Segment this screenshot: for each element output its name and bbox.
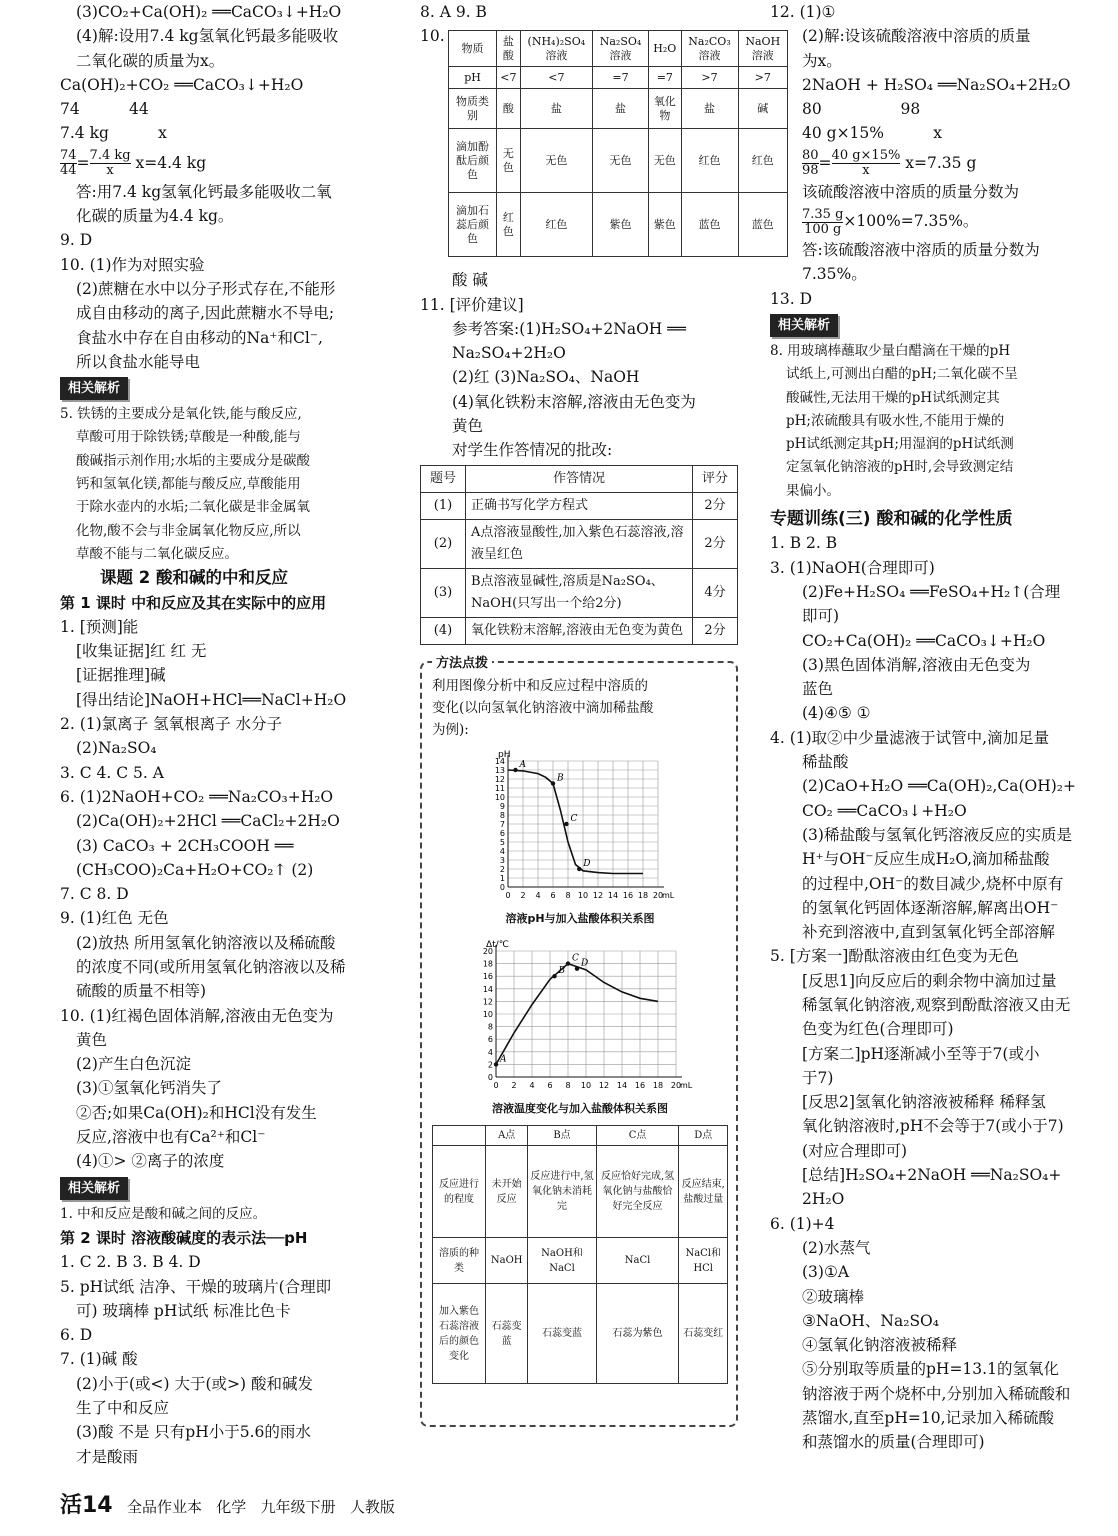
table-cell: 2分 [693, 492, 738, 519]
answer-line: (CH₃COO)₂Ca+H₂O+CO₂↑ (2) [76, 860, 314, 879]
answer-line: 的氢氧化钙固体逐渐溶解,解离出OH⁻ [802, 898, 1059, 917]
x-tick-label: 14 [616, 1080, 628, 1090]
answer-line: 该硫酸溶液中溶质的质量分数为 [802, 182, 1020, 201]
analysis-badge: 相关解析 [60, 1177, 128, 1200]
answer-line: 1. C 2. B 3. B 4. D [60, 1253, 201, 1272]
answer-line: (4)①> ②离子的浓度 [76, 1152, 225, 1171]
answer-line: 的浓度不同(或所用氢氧化钠溶液以及稀 [76, 957, 346, 976]
table-cell: 蓝色 [738, 193, 787, 257]
table-cell: 加入紫色石蕊溶液后的颜色变化 [433, 1284, 486, 1384]
temperature-chart [470, 937, 700, 1097]
data-point [566, 961, 570, 965]
table-cell: 反应恰好完成,氢氧化钠与盐酸恰好完全反应 [596, 1146, 679, 1238]
answer-line: (4)④⑤ ① [802, 704, 871, 723]
topic-heading: 课题 2 酸和碱的中和反应 [100, 568, 288, 588]
table-cell: 滴加酚酞后颜色 [449, 129, 497, 193]
data-point [552, 974, 556, 978]
fraction: $\frac{40 g\times 15\%}{x}$ [831, 148, 901, 179]
table-cell: (1) [421, 492, 466, 519]
analysis-note: 5. 铁锈的主要成分是氧化铁,能与酸反应, 草酸可用于除铁锈;草酸是一种酸,能与 酸碱指示剂作用;水垢的主要成分是碳酸 钙和氢氧化镁,都能与酸反应,草酸能用 于除水壶内的水垢;二氧化碳是非金属氧 化物,酸不会与非金属氧化物反应,所以 草酸不能与二氧化碳反应。 [60, 406, 311, 562]
answer-line: (4)解:设用7.4 kg氢氧化钙最多能吸收 [76, 27, 339, 46]
reaction-table [432, 1125, 728, 1384]
answer-line: 所以食盐水能导电 [76, 352, 201, 371]
table-cell: <7 [497, 67, 521, 89]
answer-line: 11. [评价建议] [420, 295, 524, 314]
answer-line: 稀氢氧化钠溶液,观察到酚酞溶液又由无 [802, 995, 1071, 1014]
x-tick-label: 2 [520, 890, 526, 900]
y-tick-label: 4 [487, 1047, 493, 1057]
answer-line: 氧化钠溶液时,pH不会等于7(或小于7) [802, 1117, 1064, 1136]
x-tick-label: 16 [634, 1080, 646, 1090]
book-title: 全品作业本 [126, 1498, 202, 1516]
table-cell: 红色 [520, 193, 592, 257]
x-tick-label: 8 [565, 890, 571, 900]
answer-line: [得出结论]NaOH+HCl══NaCl+H₂O [76, 690, 347, 709]
answer-line: 酸 碱 [452, 271, 488, 290]
answer-line: 即可) [802, 607, 840, 626]
answer-line: 10. (1)作为对照实验 [60, 255, 205, 274]
table-cell: 2分 [693, 519, 738, 568]
table-cell: 2分 [693, 617, 738, 644]
table-cell: 盐酸 [497, 31, 521, 67]
table-cell: C点 [596, 1126, 679, 1146]
fraction-line: $\frac{80}{98}$ = $\frac{40 g\times 15\%}{x}$ x=7.35 g [802, 148, 977, 179]
fraction: $\frac{80}{98}$ [802, 148, 819, 179]
data-point [513, 767, 517, 771]
answer-line: 10. (1)红褐色固体消解,溶液由无色变为 [60, 1006, 334, 1025]
answer-line: 40 g×15% x [802, 124, 943, 143]
x-tick-label: 12 [592, 890, 604, 900]
x-axis-unit: mL [662, 890, 675, 900]
answer-line: [证据推理]碱 [76, 666, 166, 685]
table-cell: 紫色 [649, 193, 681, 257]
point-label: B [558, 966, 566, 977]
fraction: $\frac{7.4 kg}{x}$ [89, 148, 131, 179]
x-tick-label: 20 [652, 890, 664, 900]
answer-line: 答:该硫酸溶液中溶质的质量分数为 [802, 241, 1040, 260]
point-label: D [583, 858, 591, 869]
answer-line: (2)红 (3)Na₂SO₄、NaOH [452, 368, 640, 387]
table-cell: 碱 [738, 89, 787, 129]
substance-table [448, 30, 788, 257]
table-cell: 盐 [520, 89, 592, 129]
table-cell: A点 [486, 1126, 528, 1146]
table-cell: Na₂SO₄溶液 [592, 31, 648, 67]
y-tick-label: 0 [487, 1072, 493, 1082]
answer-line: 7.4 kg x [60, 124, 167, 143]
y-tick-label: 2 [487, 1060, 493, 1070]
table-cell: 氧化铁粉末溶解,溶液由无色变为黄色 [466, 617, 693, 644]
x-axis-unit: mL [680, 1080, 693, 1090]
answer-line: 9. D [60, 231, 93, 250]
table-cell: 未开始反应 [486, 1146, 528, 1238]
y-tick-label: 1 [499, 873, 505, 883]
answer-line: 13. D [770, 289, 813, 308]
data-point [551, 781, 555, 785]
answer-line: (2)Na₂SO₄ [76, 739, 157, 758]
answer-line: 9. (1)红色 无色 [60, 909, 169, 928]
answer-line: (3)稀盐酸与氢氧化钙溶液反应的实质是 [802, 825, 1072, 844]
table-cell: 盐 [592, 89, 648, 129]
answer-line: (3) CaCO₃ + 2CH₃COOH ══ [76, 836, 294, 855]
answer-line: 2. (1)氯离子 氢氧根离子 水分子 [60, 715, 283, 734]
table-cell: 物质 [449, 31, 497, 67]
answer-line: (2)放热 所用氢氧化钠溶液以及稀硫酸 [76, 933, 336, 952]
y-tick-label: 8 [499, 810, 505, 820]
answer-line: 5. [方案一]酚酞溶液由红色变为无色 [770, 947, 1019, 966]
table-cell: 石蕊变蓝 [486, 1284, 528, 1384]
y-tick-label: 11 [494, 783, 505, 793]
table-cell: NaCl [596, 1238, 679, 1284]
table-cell: D点 [679, 1126, 728, 1146]
answer-line: 钠溶液于两个烧杯中,分别加入稀硫酸和 [802, 1384, 1071, 1403]
table-cell: NaOH溶液 [738, 31, 787, 67]
answer-line: 成自由移动的离子,因此蔗糖水不导电; [76, 304, 335, 323]
q10-block [420, 24, 781, 268]
method-tip-box [420, 655, 738, 1427]
table-cell: =7 [592, 67, 648, 89]
point-label: D [581, 958, 589, 969]
point-label: A [500, 1054, 507, 1065]
table-cell: >7 [738, 67, 787, 89]
table-cell: 红色 [681, 129, 738, 193]
answer-line: 10. [420, 27, 445, 46]
answer-line: (2)蔗糖在水中以分子形式存在,不能形 [76, 279, 336, 298]
subject: 化学 [216, 1498, 247, 1516]
answer-line: 7. C 8. D [60, 885, 129, 904]
edition: 人教版 [349, 1498, 395, 1516]
y-tick-label: 12 [482, 997, 493, 1007]
answer-line: CO₂+Ca(OH)₂ ══CaCO₃↓+H₂O [802, 631, 1046, 650]
answer-line: 的过程中,OH⁻的数目减少,烧杯中原有 [802, 874, 1064, 893]
x-tick-label: 16 [622, 890, 634, 900]
y-tick-label: 20 [482, 946, 493, 956]
table-cell: (2) [421, 519, 466, 568]
answer-line: 才是酸雨 [76, 1447, 139, 1466]
ph-chart-caption: 溶液pH与加入盐酸体积关系图 [505, 911, 655, 925]
answer-line: 5. pH试纸 洁净、干燥的玻璃片(合理即 [60, 1277, 332, 1296]
table-cell: 盐 [681, 89, 738, 129]
answer-line: H⁺与OH⁻反应生成H₂O,滴加稀盐酸 [802, 850, 1050, 869]
answer-line: 参考答案:(1)H₂SO₄+2NaOH ══ [452, 319, 686, 338]
answer-line: 反应,溶液中也有Ca²⁺和Cl⁻ [76, 1128, 266, 1147]
answer-line: 硫酸的质量不相等) [76, 982, 207, 1001]
analysis-badge: 相关解析 [60, 377, 128, 400]
answer-line: 色变为红色(合理即可) [802, 1020, 954, 1039]
y-axis-label: Δt/℃ [486, 939, 509, 950]
table-cell: 石蕊为紫色 [596, 1284, 679, 1384]
answer-line: 6. (1)+4 [770, 1214, 835, 1233]
answer-line: ②玻璃棒 [802, 1287, 865, 1306]
answer-line: 生了中和反应 [76, 1399, 170, 1418]
x-tick-label: 8 [565, 1080, 571, 1090]
answer-line: ⑤分别取等质量的pH=13.1的氢氧化 [802, 1360, 1059, 1379]
answer-line: 蒸馏水,直至pH=10,记录加入稀硫酸 [802, 1409, 1055, 1428]
column-right [770, 0, 1100, 1455]
fraction: $\frac{7.35 g}{100 g}$ [802, 206, 844, 237]
page-footer [60, 1488, 395, 1519]
answer-line: (3)酸 不是 只有pH小于5.6的雨水 [76, 1423, 311, 1442]
table-cell: 反应进行的程度 [433, 1146, 486, 1238]
data-point [494, 1062, 498, 1066]
answer-line: Na₂SO₄+2H₂O [452, 344, 566, 363]
x-tick-label: 20 [670, 1080, 682, 1090]
fraction-line: $\frac{74}{44}$ = $\frac{7.4 kg}{x}$ x=4.4 kg [60, 148, 207, 179]
y-tick-label: 10 [494, 792, 505, 802]
column-left [60, 0, 382, 1469]
answer-line: (2)解:设该硫酸溶液中溶质的质量 [802, 27, 1031, 46]
ph-chart [486, 747, 686, 907]
table-cell: B点 [528, 1126, 596, 1146]
answer-line: 蓝色 [802, 680, 834, 699]
table-cell: 石蕊变蓝 [528, 1284, 596, 1384]
table-cell: 题号 [421, 465, 466, 492]
answer-line: 于7) [802, 1068, 834, 1087]
y-tick-label: 14 [482, 984, 493, 994]
answer-line: [收集证据]红 红 无 [76, 642, 207, 661]
table-cell: 酸 [497, 89, 521, 129]
answer-line: (2)水蒸气 [802, 1238, 871, 1257]
answer-line: 为x。 [802, 51, 842, 70]
y-tick-label: 14 [494, 756, 505, 766]
analysis-note: 8. 用玻璃棒蘸取少量白醋滴在干燥的pH 试纸上,可测出白醋的pH;二氧化碳不呈 酸碱性,无法用干燥的pH试纸测定其 pH;浓硫酸具有吸水性,不能用于燥的 pH试纸测定其pH;用湿润的pH试纸测 定氢氧化钠溶液的pH时,会导致测定结 果偏小。 [770, 342, 1018, 499]
fraction: $\frac{74}{44}$ [60, 148, 77, 179]
table-cell: NaCl和HCl [679, 1238, 728, 1284]
table-cell: 反应结束,盐酸过量 [679, 1146, 728, 1238]
answer-line: ④氢氧化钠溶液被稀释 [802, 1336, 958, 1355]
lesson-heading: 第 2 课时 溶液酸碱度的表示法──pH [60, 1228, 308, 1247]
answer-line: (对应合理即可) [802, 1141, 908, 1160]
table-cell: =7 [649, 67, 681, 89]
table-cell: 石蕊变红 [679, 1284, 728, 1384]
table-cell: (NH₄)₂SO₄溶液 [520, 31, 592, 67]
x-tick-label: 6 [547, 1080, 553, 1090]
point-label: C [570, 813, 578, 824]
table-cell: 无色 [649, 129, 681, 193]
answer-line: 黄色 [76, 1030, 108, 1049]
answer-line: ②否;如果Ca(OH)₂和HCl没有发生 [76, 1103, 317, 1122]
table-cell: (3) [421, 568, 466, 617]
data-point [577, 866, 581, 870]
data-point [575, 966, 579, 970]
x-tick-label: 18 [652, 1080, 664, 1090]
y-tick-label: 8 [487, 1022, 493, 1032]
table-cell: 评分 [693, 465, 738, 492]
answer-line: 1. B 2. B [770, 534, 838, 553]
y-tick-label: 16 [482, 972, 493, 982]
table-cell: A点溶液显酸性,加入紫色石蕊溶液,溶液呈红色 [466, 519, 693, 568]
fraction-line: $\frac{7.35 g}{100 g}$ ×100%=7.35%。 [802, 206, 979, 237]
y-tick-label: 2 [499, 864, 505, 874]
answer-line: 食盐水中存在自由移动的Na⁺和Cl⁻, [76, 328, 323, 347]
tip-text: 利用图像分析中和反应过程中溶质的 变化(以向氢氧化钠溶液中滴加稀盐酸 为例): [432, 677, 654, 738]
table-cell: 蓝色 [681, 193, 738, 257]
answer-line: 补充到溶液中,直到氢氧化钙全部溶解 [802, 923, 1055, 942]
analysis-badge: 相关解析 [770, 314, 838, 337]
grading-table [420, 465, 738, 645]
table-cell: 无色 [497, 129, 521, 193]
answer-line: 6. (1)2NaOH+CO₂ ══Na₂CO₃+H₂O [60, 787, 334, 806]
answer-line: 稀盐酸 [802, 753, 849, 772]
table-cell: 滴加石蕊后颜色 [449, 193, 497, 257]
answer-line: 6. D [60, 1326, 93, 1345]
answer-line: 二氧化碳的质量为x。 [76, 51, 225, 70]
x-tick-label: 10 [577, 890, 589, 900]
x-tick-label: 18 [637, 890, 649, 900]
answer-line: CO₂ ══CaCO₃↓+H₂O [802, 801, 967, 820]
answer-line: 12. (1)① [770, 3, 836, 21]
x-tick-label: 6 [550, 890, 556, 900]
table-cell: 作答情况 [466, 465, 693, 492]
tip-title: 方法点拨 [432, 652, 492, 676]
table-cell: 氧化物 [649, 89, 681, 129]
y-tick-label: 0 [499, 882, 505, 892]
point-label: C [572, 953, 579, 964]
answer-line: 7. (1)碱 酸 [60, 1350, 138, 1369]
table-cell: H₂O [649, 31, 681, 67]
answer-line: [总结]H₂SO₄+2NaOH ══Na₂SO₄+ [802, 1166, 1062, 1185]
y-tick-label: 7 [499, 819, 505, 829]
table-cell: 紫色 [592, 193, 648, 257]
point-label: B [557, 773, 564, 784]
answer-line: 化碳的质量为4.4 kg。 [76, 207, 234, 226]
answer-line: (2)Ca(OH)₂+2HCl ══CaCl₂+2H₂O [76, 812, 340, 831]
table-cell: NaOH和NaCl [528, 1238, 596, 1284]
answer-line: (2)Fe+H₂SO₄ ══FeSO₄+H₂↑(合理 [802, 582, 1061, 601]
table-cell: B点溶液显碱性,溶质是Na₂SO₄、NaOH(只写出一个给2分) [466, 568, 693, 617]
y-tick-label: 3 [499, 855, 505, 865]
y-tick-label: 5 [499, 837, 505, 847]
special-training-heading: 专题训练(三) 酸和碱的化学性质 [770, 509, 1013, 530]
x-tick-label: 2 [511, 1080, 517, 1090]
table-cell: 反应进行中,氢氧化钠未消耗完 [528, 1146, 596, 1238]
table-cell: pH [449, 67, 497, 89]
table-cell: 4分 [693, 568, 738, 617]
table-cell: 物质类别 [449, 89, 497, 129]
x-tick-label: 0 [505, 890, 511, 900]
y-tick-label: 9 [499, 801, 505, 811]
answer-line: 答:用7.4 kg氢氧化钙最多能吸收二氧 [76, 182, 332, 201]
table-cell [433, 1126, 486, 1146]
table-cell: <7 [520, 67, 592, 89]
answer-line: 2H₂O [802, 1190, 845, 1209]
table-cell: (4) [421, 617, 466, 644]
y-tick-label: 13 [494, 765, 505, 775]
data-point [564, 821, 568, 825]
answer-line: 可) 玻璃棒 pH试纸 标准比色卡 [76, 1301, 291, 1320]
grade: 九年级下册 [260, 1498, 336, 1516]
answer-line: [反思2]氢氧化钠溶液被稀释 稀释氢 [802, 1093, 1046, 1112]
column-middle [420, 0, 781, 1427]
answer-line: 黄色 [452, 417, 484, 436]
table-cell: NaOH [486, 1238, 528, 1284]
y-tick-label: 18 [482, 959, 493, 969]
page-number: 活14 [60, 1493, 113, 1518]
answer-line: (2)CaO+H₂O ══Ca(OH)₂,Ca(OH)₂+ [802, 777, 1076, 796]
answer-line: 80 98 [802, 100, 921, 119]
answer-line: 对学生作答情况的批改: [452, 441, 613, 460]
answer-line: 7.35%。 [802, 265, 867, 284]
x-tick-label: 10 [580, 1080, 592, 1090]
y-tick-label: 10 [482, 1009, 493, 1019]
answer-line: 和蒸馏水的质量(合理即可) [802, 1433, 985, 1452]
temperature-chart-caption: 溶液温度变化与加入盐酸体积关系图 [492, 1101, 668, 1115]
y-tick-label: 12 [494, 774, 505, 784]
x-tick-label: 14 [607, 890, 619, 900]
answer-line: [反思1]向反应后的剩余物中滴加过量 [802, 971, 1057, 990]
x-tick-label: 12 [598, 1080, 610, 1090]
answer-line: [方案二]pH逐渐减小至等于7(或小 [802, 1044, 1040, 1063]
y-axis-label: pH [498, 749, 511, 760]
table-cell: 正确书写化学方程式 [466, 492, 693, 519]
x-tick-label: 0 [493, 1080, 499, 1090]
answer-line: 2NaOH + H₂SO₄ ══Na₂SO₄+2H₂O [802, 75, 1071, 94]
table-cell: 红色 [738, 129, 787, 193]
answer-line: (2)产生白色沉淀 [76, 1055, 191, 1074]
table-cell: 红色 [497, 193, 521, 257]
table-cell: 溶质的种类 [433, 1238, 486, 1284]
table-cell: 无色 [592, 129, 648, 193]
answer-line: (3)①A [802, 1263, 850, 1282]
answer-line: 8. A 9. B [420, 3, 487, 21]
answer-line: 4. (1)取②中少量滤液于试管中,滴加足量 [770, 728, 1050, 747]
point-label: A [519, 759, 526, 770]
lesson-heading: 第 1 课时 中和反应及其在实际中的应用 [60, 593, 327, 612]
answer-line: (3)CO₂+Ca(OH)₂ ══CaCO₃↓+H₂O [76, 3, 342, 21]
x-tick-label: 4 [535, 890, 541, 900]
answer-line: ③NaOH、Na₂SO₄ [802, 1311, 939, 1330]
answer-line: Ca(OH)₂+CO₂ ══CaCO₃↓+H₂O [60, 75, 304, 94]
answer-line: 74 44 [60, 100, 149, 119]
table-cell: >7 [681, 67, 738, 89]
y-tick-label: 6 [499, 828, 505, 838]
table-cell: Na₂CO₃溶液 [681, 31, 738, 67]
x-tick-label: 4 [529, 1080, 535, 1090]
answer-line: (2)小于(或<) 大于(或>) 酸和碱发 [76, 1374, 313, 1393]
answer-line: (3)黑色固体消解,溶液由无色变为 [802, 655, 1031, 674]
answer-line: (3)①氢氧化钙消失了 [76, 1079, 222, 1098]
answer-line: 3. C 4. C 5. A [60, 763, 164, 782]
y-tick-label: 4 [499, 846, 505, 856]
answer-line: 1. [预测]能 [60, 617, 139, 636]
y-tick-label: 6 [487, 1035, 493, 1045]
answer-line: 3. (1)NaOH(合理即可) [770, 558, 935, 577]
table-cell: 无色 [520, 129, 592, 193]
analysis-note: 1. 中和反应是酸和碱之间的反应。 [60, 1205, 267, 1222]
answer-line: (4)氧化铁粉末溶解,溶液由无色变为 [452, 392, 696, 411]
